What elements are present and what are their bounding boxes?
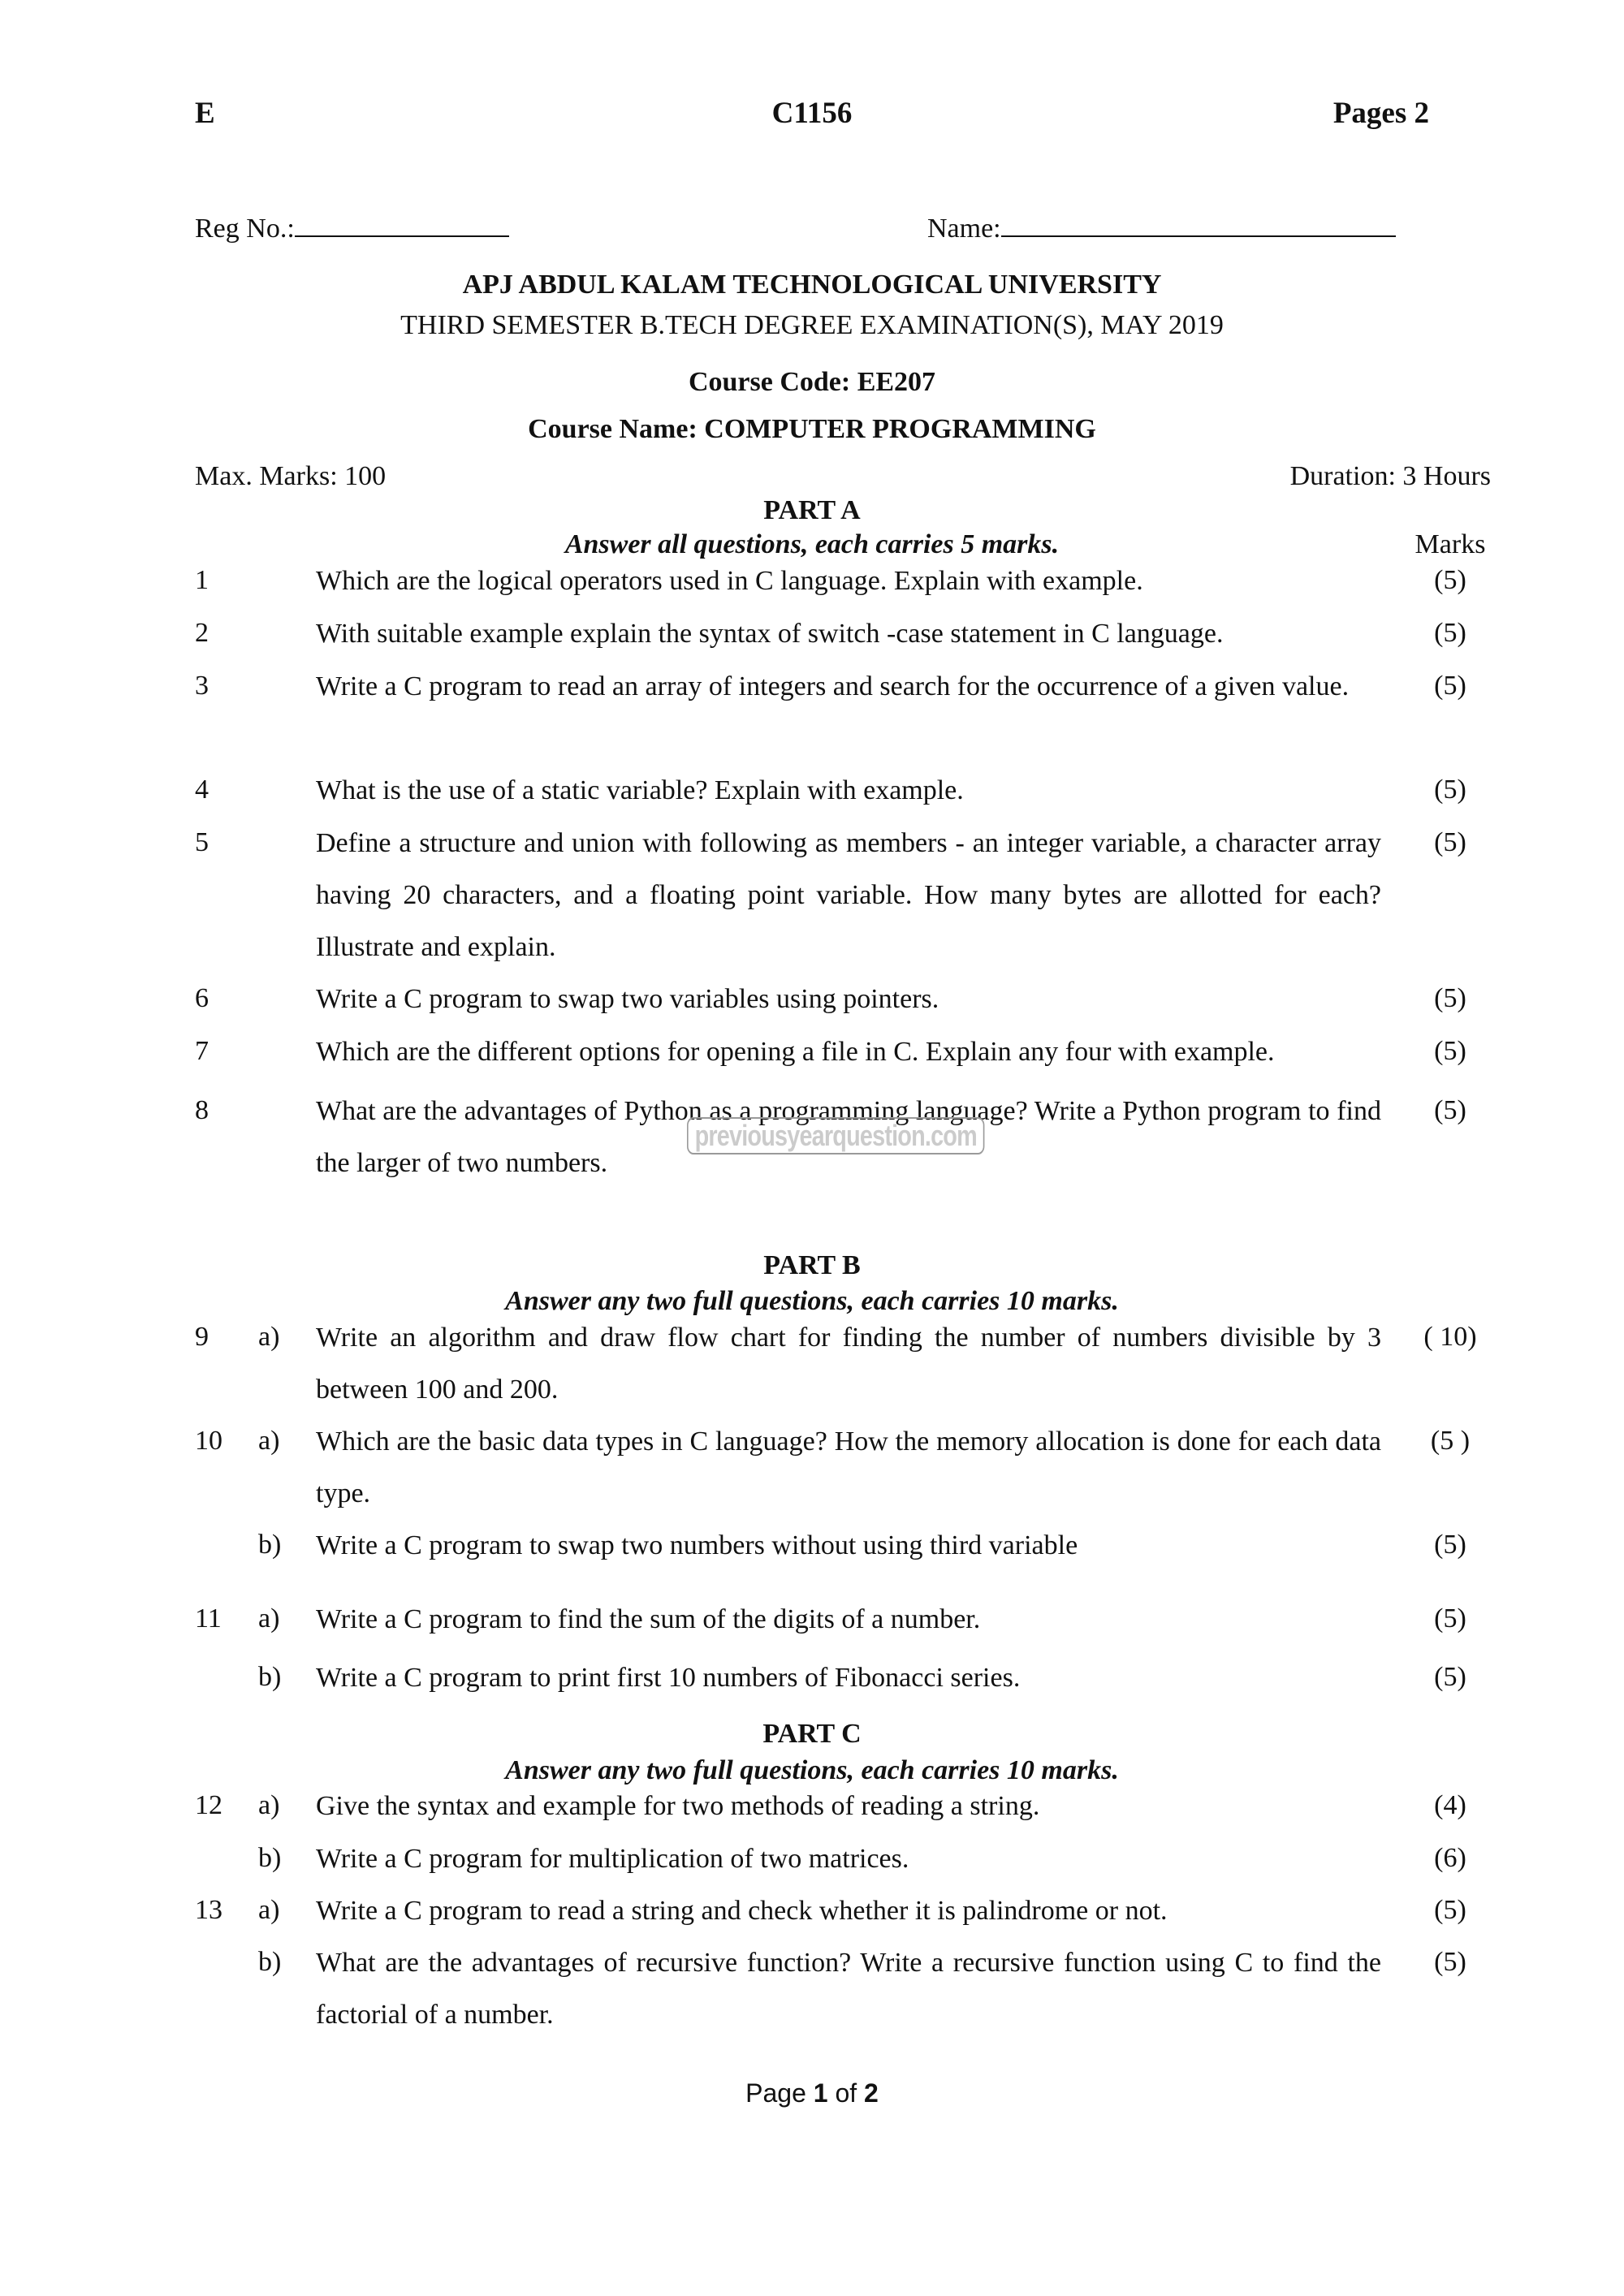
part-b-title: PART B [763,1250,861,1280]
sub-question-label: a) [258,1895,280,1925]
question-text: Write a C program to find the sum of the digits of a number. [316,1604,981,1634]
question-text: Which are the logical operators used in C language. Explain with example. [316,566,1143,596]
university-name: APJ ABDUL KALAM TECHNOLOGICAL UNIVERSITY [462,270,1162,300]
part-c-title: PART C [762,1719,862,1749]
name-blank [1001,211,1396,237]
question-marks: (5) [1434,827,1466,857]
max-marks: Max. Marks: 100 [195,461,387,491]
question-number: 8 [195,1095,209,1125]
question-text: Write an algorithm and draw flow chart for finding the number of numbers divisible by 3 between 100 and 200. [316,1323,1381,1405]
question-text: What are the advantages of recursive function? Write a recursive function using C to find the factorial of a number. [316,1948,1381,2030]
part-a-instruction: Answer all questions, each carries 5 marks. [564,529,1060,559]
reg-no-field [195,211,509,244]
question-text: Give the syntax and example for two methods of reading a string. [316,1791,1040,1821]
question-marks: (4) [1434,1790,1466,1820]
sub-question-label: b) [258,1530,282,1560]
question-marks: (5 ) [1430,1426,1471,1456]
question-text: Define a structure and union with following as members - an integer variable, a character array having 20 characters, and a floating point variable. How many bytes are allotted for each? Illustrate and explain. [316,828,1381,962]
course-code: Course Code: EE207 [688,367,936,397]
question-text: With suitable example explain the syntax of switch -case statement in C language. [316,619,1224,649]
question-text: Which are the basic data types in C language? How the memory allocation is done for each data type. [316,1426,1381,1508]
question-marks: (6) [1434,1843,1466,1873]
question-text: Which are the different options for opening a file in C. Explain any four with example. [316,1037,1275,1067]
question-text: Write a C program to read a string and check whether it is palindrome or not. [316,1896,1168,1926]
paper-code: C1156 [771,97,853,130]
sub-question-label: a) [258,1426,280,1456]
page-count: Pages 2 [1332,97,1429,130]
question-marks: (5) [1434,775,1466,805]
question-text: What are the advantages of Python as a programming language? Write a Python program to find the larger of two numbers. [316,1096,1381,1178]
question-number: 7 [195,1036,209,1066]
question-marks: (5) [1434,1095,1466,1125]
exam-title: THIRD SEMESTER B.TECH DEGREE EXAMINATION(S), MAY 2019 [400,310,1224,340]
question-marks: (5) [1434,1947,1466,1977]
part-b-instruction: Answer any two full questions, each carries 10 marks. [505,1286,1119,1316]
question-marks: ( 10) [1423,1322,1477,1352]
sub-question-label: b) [258,1843,282,1873]
question-number: 6 [195,983,209,1013]
sub-question-label: a) [258,1790,280,1820]
question-number: 11 [195,1603,222,1634]
sub-question-label: a) [258,1322,280,1352]
sub-question-label: a) [258,1603,280,1634]
sub-question-label: b) [258,1947,282,1977]
current-page-number: 1 [813,2078,828,2108]
question-marks: (5) [1434,671,1466,701]
question-marks: (5) [1434,1662,1466,1692]
question-marks: (5) [1434,565,1466,595]
part-a-title: PART A [763,495,861,525]
question-marks: (5) [1434,618,1466,648]
reg-no-blank [295,211,509,237]
paper-series-letter: E [195,97,215,130]
name-field [927,211,1396,244]
question-number: 5 [195,827,209,857]
question-number: 9 [195,1322,209,1352]
question-text: Write a C program to read an array of integers and search for the occurrence of a given value. [316,671,1350,701]
question-text: Write a C program to print first 10 numbers of Fibonacci series. [316,1663,1021,1693]
question-text: What is the use of a static variable? Explain with example. [316,775,964,805]
question-number: 1 [195,565,209,595]
question-number: 2 [195,618,209,648]
question-marks: (5) [1434,983,1466,1013]
name-label: Name: [927,214,1001,244]
question-marks: (5) [1434,1895,1466,1925]
marks-heading: Marks [1415,529,1486,559]
watermark-logo: previousyearquestion.com [687,1117,985,1154]
question-text: Write a C program to swap two numbers without using third variable [316,1530,1078,1560]
course-name: Course Name: COMPUTER PROGRAMMING [528,414,1096,444]
sub-question-label: b) [258,1662,282,1692]
duration: Duration: 3 Hours [1289,461,1491,491]
question-number: 10 [195,1426,222,1456]
question-text: Write a C program for multiplication of two matrices. [316,1844,909,1874]
page-word: Page [745,2078,814,2108]
question-marks: (5) [1434,1036,1466,1066]
total-page-number: 2 [864,2078,879,2108]
question-number: 12 [195,1790,222,1820]
of-word: of [827,2078,865,2108]
question-number: 13 [195,1895,222,1925]
question-marks: (5) [1434,1603,1466,1634]
question-number: 3 [195,671,209,701]
part-c-instruction: Answer any two full questions, each carries 10 marks. [505,1755,1119,1785]
question-marks: (5) [1434,1530,1466,1560]
reg-no-label: Reg No.: [195,214,295,244]
question-text: Write a C program to swap two variables using pointers. [316,984,939,1014]
question-number: 4 [195,775,209,805]
page-footer [0,2078,1624,2108]
